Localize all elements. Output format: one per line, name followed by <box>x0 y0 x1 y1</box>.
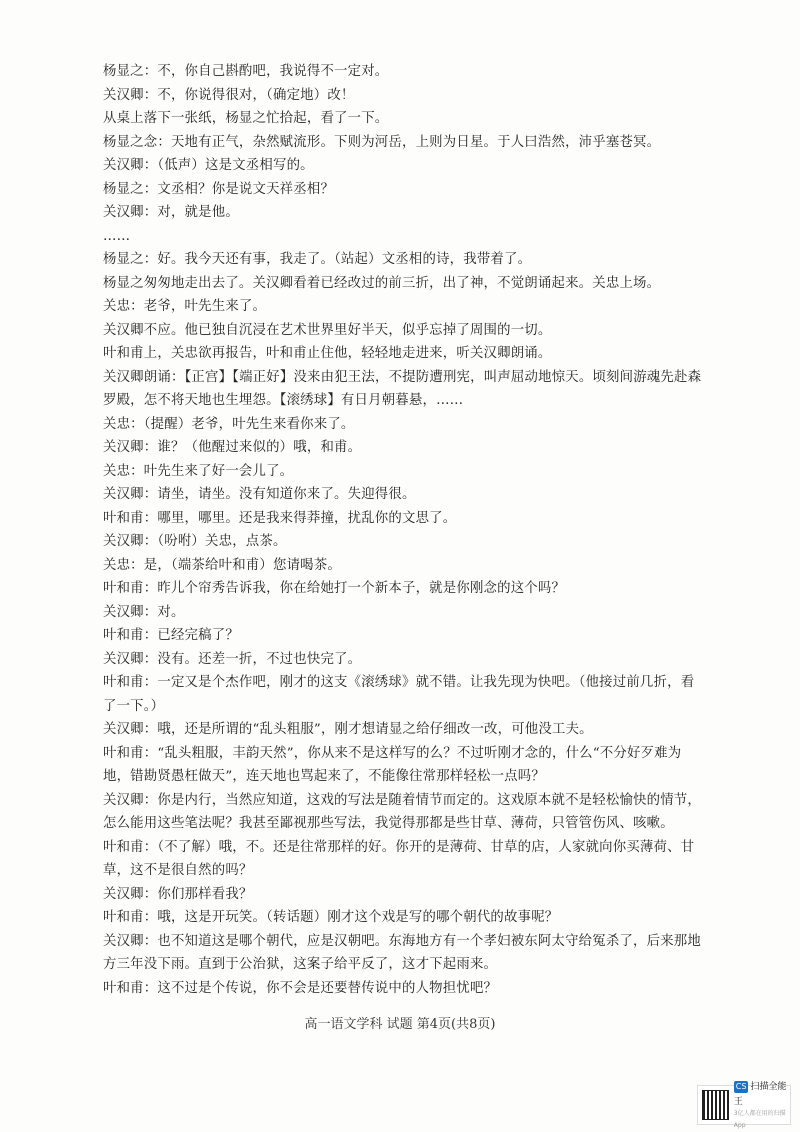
text-line: 关汉卿：（低声）这是文丞相写的。 <box>103 158 314 173</box>
text-line: 叶和甫：昨儿个帘秀告诉我，你在给她打一个新本子，就是你刚念的这个吗？ <box>103 581 566 596</box>
scanner-app-tagline: 3亿人都在用的扫描App <box>733 1110 786 1129</box>
text-line: 关汉卿：哦，还是所谓的“乱头粗服”，刚才想请显之给仔细改一改，可他没工夫。 <box>103 722 593 737</box>
text-line: 叶和甫：（不了解）哦，不。还是往常那样的好。你开的是薄荷、甘草的店，人家就向你买薄荷、甘草，这不是很自然的吗？ <box>103 839 695 878</box>
page-footer: 高一语文学科 试题 第4页(共8页) <box>304 1017 496 1032</box>
text-line: 关汉卿朗诵：【正宫】【端正好】没来由犯王法，不提防遭刑宪，叫声屈动地惊天。顷刻间游魂先赴森罗殿，怎不将天地也生埋怨。【滚绣球】有日月朝暮悬，…… <box>103 369 702 408</box>
text-line: 关汉卿：请坐，请坐。没有知道你来了。失迎得很。 <box>103 487 416 502</box>
qr-code-icon <box>702 1090 729 1120</box>
scanner-app-name: 扫描全能王 <box>733 1082 787 1107</box>
text-line: 杨显之匆匆地走出去了。关汉卿看着已经改过的前三折，出了神，不觉朗诵起来。关忠上场。 <box>103 275 661 291</box>
text-line: 杨显之：文丞相？你是说文天祥丞相？ <box>103 181 335 197</box>
text-line: 关汉卿：你们那样看我？ <box>103 886 253 902</box>
text-line: 关忠：是，（端茶给叶和甫）您请喝茶。 <box>103 557 341 573</box>
text-line: 杨显之：好。我今天还有事，我走了。（站起）文丞相的诗，我带着了。 <box>103 252 532 267</box>
text-line: 关汉卿：（吩咐）关忠，点茶。 <box>103 534 287 549</box>
text-line: 叶和甫：这不过是个传说，你不会是还要替传说中的人物担忧吧？ <box>103 980 498 996</box>
text-line: 关忠：（提醒）老爷，叶先生来看你来了。 <box>103 416 355 432</box>
text-line: 关汉卿：谁？（他醒过来似的）哦，和甫。 <box>103 440 362 455</box>
text-line: 关汉卿：也不知道这是哪个朝代，应是汉朝吧。东海地方有一个孝妇被东阿太守给冤杀了，后来那地方三年没下雨。直到于公治狱，这案子给平反了，这才下起雨来。 <box>103 933 701 972</box>
text-line: 叶和甫上，关忠欲再报告，叶和甫止住他，轻轻地走进来，听关汉卿朗诵。 <box>103 346 552 361</box>
text-line: 叶和甫：一定又是个杰作吧，刚才的这支《滚绣球》就不错。让我先现为快吧。（他接过前几折，看了一下。） <box>103 675 695 714</box>
drama-text <box>103 60 703 1000</box>
text-line: 关忠：老爷，叶先生来了。 <box>103 299 267 314</box>
text-line: 关汉卿不应。他已独自沉浸在艺术世界里好半天，似乎忘掉了周围的一切。 <box>103 322 552 338</box>
text-line: 从桌上落下一张纸，杨显之忙拾起，看了一下。 <box>103 111 389 126</box>
text-line: 杨显之念：天地有正气，杂然赋流形。下则为河岳，上则为日星。于人曰浩然，沛乎塞苍冥。 <box>103 134 661 150</box>
text-line: 杨显之：不，你自己斟酌吧，我说得不一定对。 <box>103 64 389 79</box>
scanner-watermark <box>697 1082 791 1129</box>
text-line: 叶和甫：哦，这是开玩笑。（转话题）刚才这个戏是写的哪个朝代的故事呢？ <box>103 910 559 925</box>
text-line: 叶和甫：“乱头粗服，丰韵天然”，你从来不是这样写的么？不过听刚才念的，什么“不分好歹难为地，错勘贤愚枉做天”，连天地也骂起来了，不能像往常那样轻松一点吗？ <box>103 745 682 784</box>
text-line: 叶和甫：已经完稿了？ <box>103 628 239 643</box>
text-line: 关汉卿：对。 <box>103 604 185 620</box>
text-line: 叶和甫：哪里，哪里。还是我来得莽撞，扰乱你的文思了。 <box>103 510 457 526</box>
text-line: 关忠：叶先生来了好一会儿了。 <box>103 463 294 479</box>
cs-logo-icon: CS <box>735 1082 747 1091</box>
text-line: …… <box>103 228 131 244</box>
text-line: 关汉卿：你是内行，当然应知道，这戏的写法是随着情节而定的。这戏原本就不是轻松愉快的情节，怎么能用这些笔法呢？我甚至鄙视那些写法，我觉得那都是些甘草、薄荷，只管管伤风、咳嗽。 <box>103 792 701 831</box>
text-line: 关汉卿：不，你说得很对，（确定地）改！ <box>103 87 355 103</box>
text-line: 关汉卿：没有。还差一折，不过也快完了。 <box>103 651 362 667</box>
text-line: 关汉卿：对，就是他。 <box>103 205 239 220</box>
